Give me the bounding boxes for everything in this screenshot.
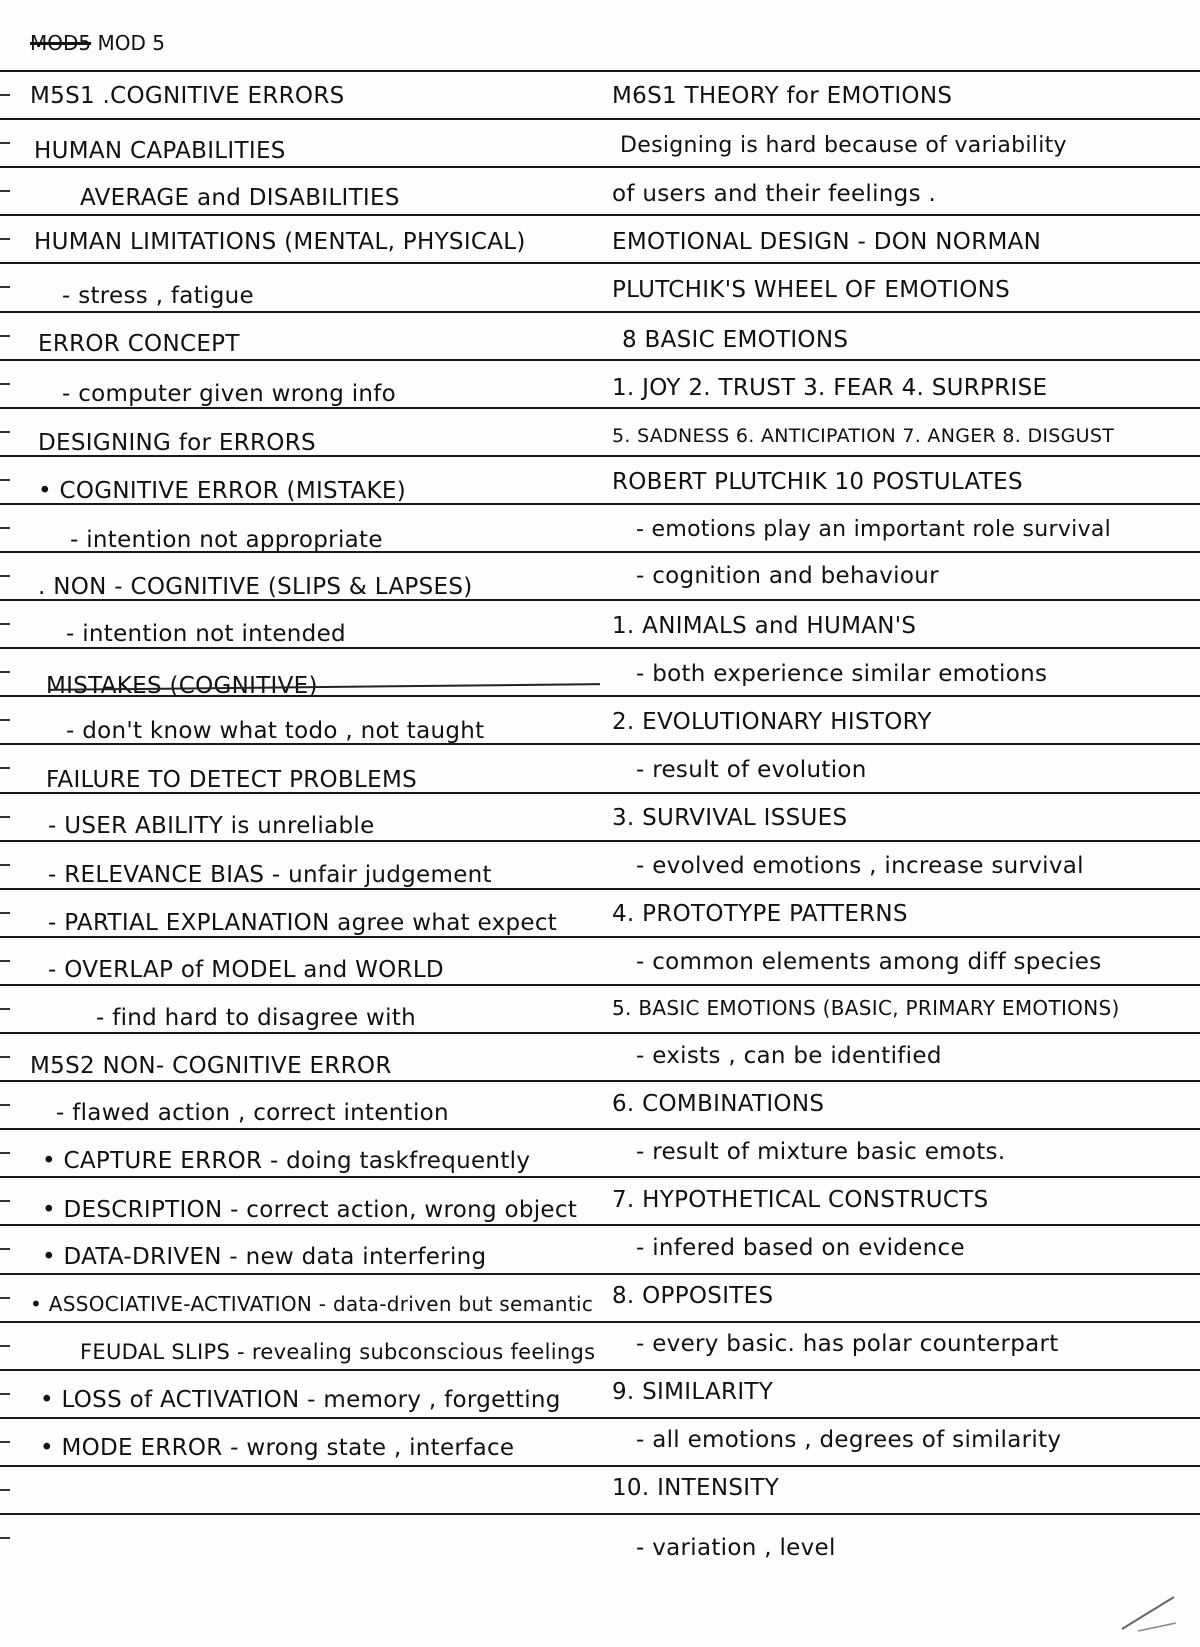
margin-tick <box>0 1345 10 1347</box>
margin-tick <box>0 767 10 769</box>
note-line: 8 BASIC EMOTIONS <box>622 327 849 353</box>
margin-tick <box>0 816 10 818</box>
margin-tick <box>0 1104 10 1106</box>
note-line: - every basic. has polar counterpart <box>636 1331 1059 1357</box>
note-line: 6. COMBINATIONS <box>612 1091 825 1117</box>
note-line: - emotions play an important role survival <box>636 517 1112 542</box>
margin-tick <box>0 94 10 96</box>
margin-tick <box>0 1441 10 1443</box>
margin-tick <box>0 671 10 673</box>
margin-tick <box>0 719 10 721</box>
note-line: 1. JOY 2. TRUST 3. FEAR 4. SURPRISE <box>612 375 1048 401</box>
note-line: PLUTCHIK'S WHEEL OF EMOTIONS <box>612 277 1011 303</box>
margin-tick <box>0 960 10 962</box>
margin-tick <box>0 1056 10 1058</box>
note-line: of users and their feelings . <box>612 181 937 207</box>
note-line: MISTAKES (COGNITIVE) <box>46 673 318 699</box>
margin-tick <box>0 575 10 577</box>
margin-tick <box>0 431 10 433</box>
margin-tick <box>0 623 10 625</box>
margin-tick <box>0 142 10 144</box>
note-line: 7. HYPOTHETICAL CONSTRUCTS <box>612 1187 989 1213</box>
margin-tick <box>0 1200 10 1202</box>
struck-header-text: MOD5 <box>30 31 92 55</box>
note-line: - evolved emotions , increase survival <box>636 853 1084 879</box>
margin-tick <box>0 912 10 914</box>
note-line: HUMAN CAPABILITIES <box>34 138 286 164</box>
note-line: - RELEVANCE BIAS - unfair judgement <box>48 862 492 888</box>
margin-tick <box>0 190 10 192</box>
note-line: AVERAGE and DISABILITIES <box>80 185 400 211</box>
note-line: . NON - COGNITIVE (SLIPS & LAPSES) <box>38 574 473 600</box>
note-line: • COGNITIVE ERROR (MISTAKE) <box>38 478 407 504</box>
note-line: - computer given wrong info <box>62 381 397 407</box>
note-line: 10. INTENSITY <box>612 1475 780 1501</box>
note-line: - don't know what todo , not taught <box>66 718 485 744</box>
note-line: • ASSOCIATIVE-ACTIVATION - data-driven but semantic <box>30 1292 594 1316</box>
header-text: MOD 5 <box>97 31 165 55</box>
note-line: Designing is hard because of variability <box>620 133 1067 158</box>
note-line: FEUDAL SLIPS - revealing subconscious feelings <box>80 1340 596 1364</box>
margin-tick <box>0 1297 10 1299</box>
note-line: • DATA-DRIVEN - new data interfering <box>42 1244 487 1270</box>
margin-tick <box>0 1537 10 1539</box>
note-line: FAILURE TO DETECT PROBLEMS <box>46 767 417 793</box>
note-line: - variation , level <box>636 1535 836 1561</box>
note-line: 5. SADNESS 6. ANTICIPATION 7. ANGER 8. DISGUST <box>612 425 1115 447</box>
note-line: EMOTIONAL DESIGN - DON NORMAN <box>612 229 1042 255</box>
note-line: - PARTIAL EXPLANATION agree what expect <box>48 910 558 936</box>
margin-tick <box>0 1489 10 1491</box>
margin-tick <box>0 1248 10 1250</box>
note-line: - result of evolution <box>636 757 867 783</box>
margin-tick <box>0 1008 10 1010</box>
note-line: - cognition and behaviour <box>636 563 939 589</box>
note-line: 3. SURVIVAL ISSUES <box>612 805 848 831</box>
note-line: - USER ABILITY is unreliable <box>48 813 375 839</box>
note-line: M6S1 THEORY for EMOTIONS <box>612 83 953 109</box>
note-line: - OVERLAP of MODEL and WORLD <box>48 957 444 983</box>
note-line: 4. PROTOTYPE PATTERNS <box>612 901 908 927</box>
left-notes-column <box>26 0 616 1647</box>
margin-tick <box>0 335 10 337</box>
note-line: - intention not intended <box>66 621 346 647</box>
note-line: 8. OPPOSITES <box>612 1283 774 1309</box>
note-line: - common elements among diff species <box>636 949 1102 975</box>
margin-tick <box>0 383 10 385</box>
margin-tick <box>0 527 10 529</box>
note-line: - flawed action , correct intention <box>56 1100 449 1126</box>
note-line: • MODE ERROR - wrong state , interface <box>40 1435 515 1461</box>
note-line: 9. SIMILARITY <box>612 1379 774 1405</box>
note-line: 1. ANIMALS and HUMAN'S <box>612 613 917 639</box>
note-line: - both experience similar emotions <box>636 661 1048 687</box>
page-corner-mark <box>1118 1593 1178 1633</box>
note-line: • LOSS of ACTIVATION - memory , forgetting <box>40 1387 561 1413</box>
note-line: - find hard to disagree with <box>96 1005 417 1031</box>
note-line: - all emotions , degrees of similarity <box>636 1427 1062 1453</box>
note-line: DESIGNING for ERRORS <box>38 430 316 456</box>
note-line: • DESCRIPTION - correct action, wrong object <box>42 1197 578 1223</box>
margin-tick <box>0 864 10 866</box>
note-line: - result of mixture basic emots. <box>636 1139 1006 1165</box>
note-line: ERROR CONCEPT <box>38 331 240 357</box>
note-line: - intention not appropriate <box>70 527 383 553</box>
note-line: 2. EVOLUTIONARY HISTORY <box>612 709 932 735</box>
note-line: HUMAN LIMITATIONS (MENTAL, PHYSICAL) <box>34 229 526 255</box>
note-line: - infered based on evidence <box>636 1235 965 1261</box>
note-line: 5. BASIC EMOTIONS (BASIC, PRIMARY EMOTIONS) <box>612 996 1120 1020</box>
note-line: ROBERT PLUTCHIK 10 POSTULATES <box>612 469 1023 495</box>
margin-tick <box>0 238 10 240</box>
margin-tick <box>0 286 10 288</box>
note-line: • CAPTURE ERROR - doing taskfrequently <box>42 1148 531 1174</box>
margin-tick <box>0 479 10 481</box>
note-line: - exists , can be identified <box>636 1043 942 1069</box>
note-line: M5S2 NON- COGNITIVE ERROR <box>30 1053 392 1079</box>
note-line: M5S1 .COGNITIVE ERRORS <box>30 83 345 109</box>
note-line: - stress , fatigue <box>62 283 254 309</box>
margin-tick <box>0 1393 10 1395</box>
margin-tick <box>0 1152 10 1154</box>
right-notes-column <box>612 0 1192 1647</box>
